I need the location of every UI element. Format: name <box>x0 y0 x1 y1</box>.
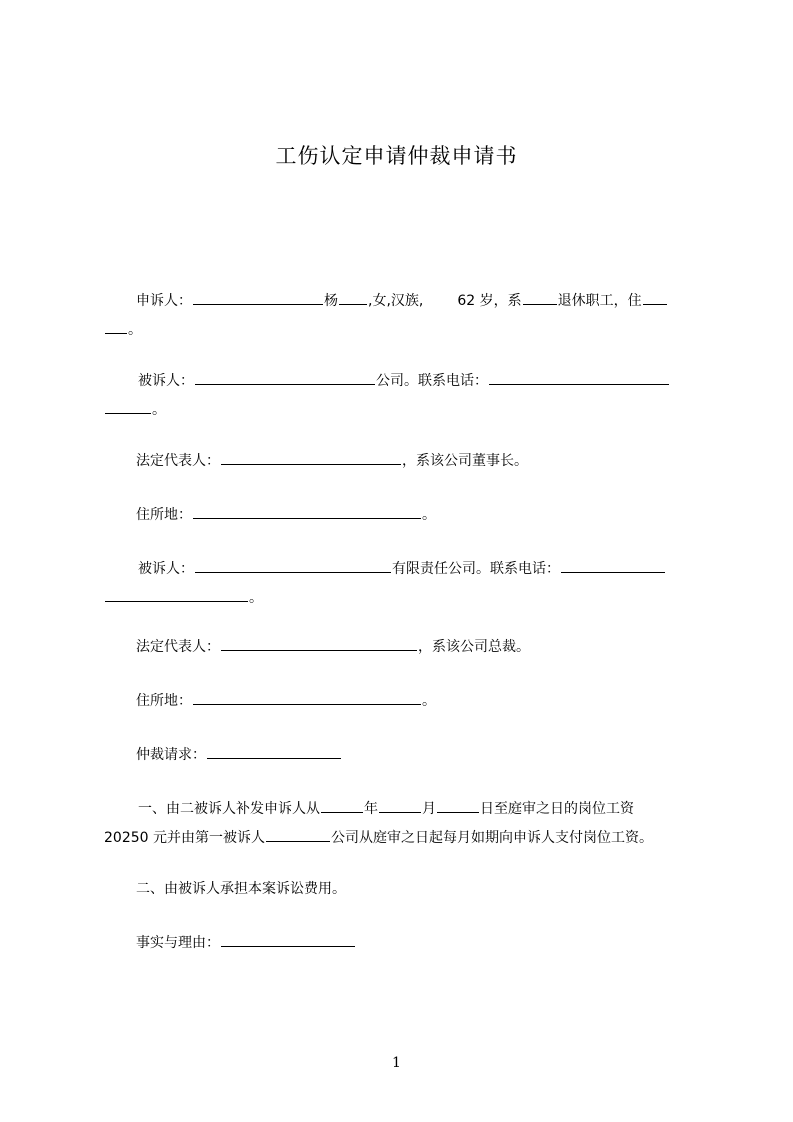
applicant-end: 。 <box>128 322 142 338</box>
claims-heading <box>104 741 704 770</box>
respondent-1-line-1 <box>104 367 704 396</box>
respondent-1-representative-title: ，系该公司董事长。 <box>402 453 528 469</box>
respondent-1-company-suffix: 公司。联系电话： <box>376 373 488 389</box>
respondent-1-end: 。 <box>152 402 166 418</box>
facts-heading <box>104 929 704 958</box>
respondent-1-address <box>104 501 704 530</box>
respondent-2-address-end: 。 <box>422 693 436 709</box>
blank-field <box>105 318 127 334</box>
blank-field <box>193 289 323 305</box>
blank-field <box>437 797 479 813</box>
blank-field <box>221 931 355 947</box>
claims-heading-line <box>104 741 704 770</box>
respondent-1-paragraph <box>104 367 704 425</box>
applicant-occupation: 退休职工，住 <box>557 293 642 309</box>
claims-month: 月 <box>422 801 436 817</box>
blank-field <box>523 289 557 305</box>
respondent-1-representative <box>104 447 704 476</box>
applicant-paragraph <box>104 287 704 345</box>
claims-item-2-line: 二、由被诉人承担本案诉讼费用。 <box>136 881 346 897</box>
document-title: 工伤认定申请仲裁申请书 <box>275 144 518 168</box>
blank-field <box>193 689 421 705</box>
respondent-2-line-2 <box>104 584 704 613</box>
respondent-1-address-line <box>104 501 704 530</box>
page-number: 1 <box>392 1055 401 1071</box>
facts-heading-line <box>104 929 704 958</box>
claims-item-1-line2-part1: 20250 元并由第一被诉人 <box>104 830 265 846</box>
respondent-2-end: 。 <box>249 590 263 606</box>
respondent-2-address-line <box>104 687 704 716</box>
blank-field <box>105 586 248 602</box>
respondent-2-paragraph <box>104 555 704 613</box>
respondent-1-address-end: 。 <box>422 507 436 523</box>
respondent-2-address <box>104 687 704 716</box>
claims-item-1-line-1 <box>104 795 704 824</box>
blank-field <box>221 449 401 465</box>
claims-item-1-part1: 一、由二被诉人补发申诉人从 <box>138 801 320 817</box>
blank-field <box>489 369 669 385</box>
claims-item-1-line-2 <box>104 824 704 853</box>
applicant-age: 62 岁，系 <box>457 293 522 309</box>
blank-field <box>379 797 421 813</box>
blank-field <box>321 797 363 813</box>
blank-field <box>195 369 375 385</box>
blank-field <box>207 743 341 759</box>
respondent-2-label: 被诉人： <box>138 561 194 577</box>
respondent-2-line-1 <box>104 555 704 584</box>
respondent-1-label: 被诉人： <box>138 373 194 389</box>
claims-label: 仲裁请求： <box>136 747 206 763</box>
applicant-label: 申诉人： <box>136 293 192 309</box>
claims-item-1-part2: 日至庭审之日的岗位工资 <box>480 801 634 817</box>
claims-item-1-line2-part2: 公司从庭审之日起每月如期向申诉人支付岗位工资。 <box>331 830 653 846</box>
respondent-1-address-label: 住所地： <box>136 507 192 523</box>
blank-field <box>221 635 417 651</box>
respondent-1-representative-label: 法定代表人： <box>136 453 220 469</box>
blank-field <box>195 557 391 573</box>
respondent-1-representative-line <box>104 447 704 476</box>
applicant-line-2 <box>104 316 704 345</box>
applicant-line-1 <box>104 287 704 316</box>
blank-field <box>266 826 330 842</box>
respondent-2-address-label: 住所地： <box>136 693 192 709</box>
blank-field <box>193 503 421 519</box>
blank-field <box>339 289 367 305</box>
respondent-2-company-suffix: 有限责任公司。联系电话： <box>392 561 560 577</box>
applicant-name: 杨 <box>324 293 338 309</box>
respondent-2-representative-line <box>104 633 704 662</box>
blank-field <box>643 289 667 305</box>
blank-field <box>561 557 665 573</box>
facts-label: 事实与理由： <box>136 935 220 951</box>
respondent-2-representative-label: 法定代表人： <box>136 639 220 655</box>
applicant-details: ,女,汉族, <box>368 293 424 309</box>
claims-item-2 <box>104 875 704 904</box>
respondent-2-representative <box>104 633 704 662</box>
claims-item-1 <box>104 795 704 853</box>
respondent-1-line-2 <box>104 396 704 425</box>
respondent-2-representative-title: ，系该公司总裁。 <box>418 639 530 655</box>
blank-field <box>105 398 151 414</box>
claims-year: 年 <box>364 801 378 817</box>
